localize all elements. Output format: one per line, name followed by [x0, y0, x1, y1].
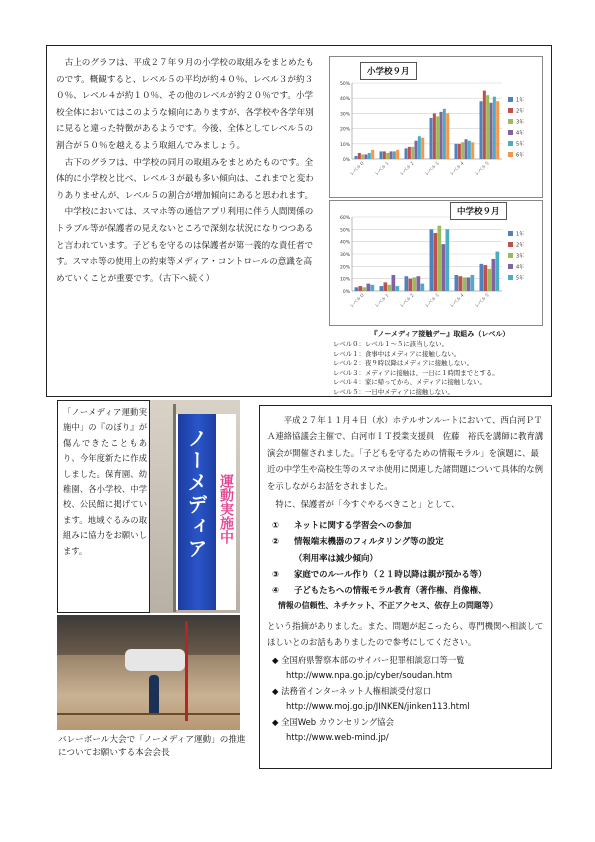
x-tick-label: レベル２: [399, 292, 416, 310]
banner-photo: [150, 400, 240, 613]
elementary-chart: [329, 56, 543, 198]
intro-paragraph-3: 中学校においては、スマホ等の通信アプリ利用に伴う人間関係のトラブル等が保護者の見えないところで深刻な状況になりつつあると言われています。子どもを守るのは保護者が第一義的な責任者です。スマホ等の使用上の約束等メディア・コントロールの意識を高めていくことが重要です。（古下へ続く）: [56, 207, 314, 284]
legend-swatch: [508, 264, 513, 269]
bar: [434, 233, 438, 291]
y-tick-label: 0%: [342, 290, 350, 295]
link-url[interactable]: http://www.web-mind.jp/: [286, 732, 389, 743]
bar: [386, 153, 389, 159]
intro-paragraph-1: 古上のグラフは、平成２７年９月の小学校の取組みをまとめたものです。概観すると、レベル５の平均が約４０％、レベル３が約３０％、レベル４が約１０％、その他のレベルが約２０％です。小学校全体においてはこのような傾向にありますが、各学校や各学年別に見ると違った特徴があるようです。今後、全体としてレベル５の割合が５０％を越えるよう取組んでみましょう。: [56, 58, 314, 151]
bar: [446, 113, 449, 159]
bar: [465, 139, 468, 159]
legend-label: 4年: [516, 264, 525, 271]
bar: [493, 97, 496, 159]
top-section: [46, 45, 552, 397]
x-tick-label: レベル１: [374, 160, 391, 178]
level-item: レベル１：食事中はメディアに接触しない。: [333, 349, 461, 358]
bar: [396, 150, 399, 159]
gym-photo: [57, 615, 240, 730]
bar: [418, 136, 421, 159]
bar: [384, 282, 388, 291]
level-item: レベル２：夜９時以降はメディアに接触しない。: [333, 359, 474, 367]
legend-label: 5年: [516, 275, 525, 282]
junior-high-chart-svg: [330, 201, 542, 325]
level-legend: [333, 329, 547, 397]
legend-label: 6年: [516, 152, 525, 159]
bar: [417, 276, 421, 291]
bar: [467, 277, 471, 291]
level-item: レベル０：レベル１～５に該当しない。: [333, 340, 449, 348]
bar: [480, 264, 484, 291]
point-row: [272, 582, 548, 598]
x-tick-label: レベル３: [424, 160, 441, 178]
y-tick-label: 10%: [339, 277, 350, 283]
bar: [405, 276, 409, 291]
point-row: [272, 550, 548, 566]
legend-label: 1年: [516, 231, 525, 238]
bar: [496, 101, 499, 159]
nobori-flag: [176, 414, 218, 610]
bar: [361, 154, 364, 159]
legend-swatch: [508, 108, 513, 113]
x-tick-label: レベル５: [474, 292, 491, 310]
bar: [383, 151, 386, 159]
legend-label: 2年: [516, 242, 525, 249]
legend-swatch: [508, 152, 513, 157]
x-tick-label: レベル３: [424, 292, 441, 310]
bar: [392, 275, 396, 291]
x-tick-label: レベル０: [349, 292, 366, 310]
bar: [430, 229, 434, 291]
x-tick-label: レベル４: [449, 292, 466, 310]
junior-high-chart-title: 中学校９月: [450, 202, 507, 220]
intro-text: [56, 55, 318, 287]
bar: [415, 141, 418, 159]
bar: [446, 229, 450, 291]
bar: [396, 286, 400, 291]
bar: [471, 275, 475, 291]
point-number: ①: [272, 520, 280, 530]
bar: [458, 144, 461, 159]
bar: [367, 284, 371, 291]
y-tick-label: 20%: [339, 127, 350, 133]
bar: [371, 285, 375, 291]
x-tick-label: レベル２: [399, 160, 416, 178]
point-text: 子どもたちへの情報モラル教育（著作権、肖像権、: [294, 585, 487, 596]
link-label: ◆ 全国Web カウンセリング協会: [272, 716, 394, 727]
bar: [488, 269, 492, 291]
legend-label: 4年: [516, 130, 525, 137]
photo-person: [149, 675, 159, 713]
point-number: ③: [272, 568, 280, 579]
bar: [442, 244, 446, 291]
bar: [433, 113, 436, 159]
photo-floor-line: [57, 713, 240, 715]
point-row: [272, 517, 548, 533]
bar: [438, 226, 442, 291]
nobori-sub-text: 運動実施中: [218, 474, 234, 544]
legend-label: 1年: [516, 97, 525, 104]
bar: [413, 277, 417, 291]
photo-net-pole: [185, 621, 188, 721]
lecture-intro: 平成２７年１１月４日（水）ホテルサンルートにおいて、西白河ＰＴＡ連絡協議会主催で、白河市ＩＴ授業支援員 佐藤 裕氏を講師に教育講演会が開催されました。「子どもを守るための情報モラル」を演題に、最近の中学生や高校生等のスマホ使用に関連した諸問題について具体的な例を示しながらお話をされました。: [267, 415, 544, 491]
bar: [496, 252, 500, 291]
y-tick-label: 20%: [339, 265, 350, 271]
bar: [359, 286, 363, 291]
legend-swatch: [508, 231, 513, 236]
y-tick-label: 30%: [339, 112, 350, 118]
level-item: レベル４：家に帰ってから、メディアに接触しない。: [333, 378, 486, 386]
bar: [490, 103, 493, 159]
legend-swatch: [508, 97, 513, 102]
bar: [486, 95, 489, 159]
bar: [368, 153, 371, 159]
point-number: ④: [272, 585, 280, 596]
bar: [393, 151, 396, 159]
y-tick-label: 60%: [339, 216, 350, 221]
consultation-links: [272, 653, 548, 745]
level-legend-heading: 『ノーメディア接触デー』取組み（レベル）: [370, 330, 510, 338]
link-label: ◆ 法務省インターネット人権相談受付窓口: [272, 685, 432, 696]
y-tick-label: 40%: [339, 240, 350, 246]
point-row: [272, 598, 548, 614]
legend-swatch: [508, 119, 513, 124]
point-text: 情報端末機器のフィルタリング等の設定: [294, 536, 444, 547]
legend-swatch: [508, 130, 513, 135]
lecture-lead: 特に、保護者が「今すぐやるべきこと」として、: [275, 499, 460, 509]
link-label: ◆ 全国府県警察本部のサイバー犯罪相談窓口等一覧: [272, 655, 465, 665]
bar: [355, 156, 358, 159]
x-tick-label: レベル５: [474, 160, 491, 178]
bar: [471, 142, 474, 159]
bar: [421, 138, 424, 159]
banner-caption-box: [57, 400, 150, 613]
x-tick-label: レベル０: [349, 160, 366, 178]
x-tick-label: レベル４: [449, 160, 466, 178]
bar: [483, 91, 486, 159]
level-item: レベル５：一日中メディアに接触しない。: [333, 387, 454, 396]
bar: [468, 141, 471, 159]
legend-swatch: [508, 141, 513, 146]
bar: [390, 151, 393, 159]
y-tick-label: 30%: [339, 253, 350, 258]
bar: [436, 116, 439, 159]
bar: [480, 101, 483, 159]
point-row: [272, 566, 548, 582]
bar: [363, 287, 367, 291]
point-text: 家庭でのルール作り（２１時以降は親が預かる等）: [294, 568, 487, 579]
link-url[interactable]: http://www.moj.go.jp/JINKEN/jinken113.html: [286, 701, 470, 712]
point-text: ネットに関する学習会への参加: [294, 520, 412, 530]
bar: [405, 148, 408, 159]
level-item: レベル３：メディアに接触は、一日に１時間までとする。: [333, 368, 499, 377]
bar: [455, 144, 458, 159]
bar: [408, 147, 411, 159]
bar: [380, 151, 383, 159]
legend-swatch: [508, 275, 513, 280]
bar: [371, 150, 374, 159]
y-tick-label: 50%: [339, 82, 350, 87]
legend-label: 2年: [516, 108, 525, 115]
bar: [358, 153, 361, 159]
junior-high-chart: [329, 200, 543, 326]
banner-caption: 「ノーメディア運動実施中」の『のぼり』が傷んできたこともあり、今年度新たに作成しました。保育園、幼稚園、各小学校、中学校、公民館に掲げています。地域ぐるみの取組みに協力をお願いします。: [63, 407, 147, 556]
legend-label: 5年: [516, 141, 525, 148]
bar: [463, 277, 467, 291]
bar: [461, 142, 464, 159]
lecture-after: という指摘がありました。また、問題が起こったら、専門機関へ相談してほしいとのお話もありましたので参考にしてください。: [267, 621, 544, 647]
point-row: [272, 533, 548, 549]
legend-label: 3年: [516, 119, 525, 126]
bar: [484, 265, 488, 291]
y-tick-label: 10%: [339, 142, 350, 148]
nobori-main-text: ノーメディア: [184, 428, 208, 560]
legend-swatch: [508, 242, 513, 247]
point-number: ②: [272, 536, 280, 547]
bar: [365, 154, 368, 159]
bar: [355, 287, 359, 291]
bar: [455, 275, 459, 291]
nobori-sub-flag: [216, 414, 236, 610]
photo-bags: [125, 649, 185, 671]
intro-paragraph-2: 古下のグラフは、中学校の同月の取組みをまとめたものです。全体的に小学校と比べ、レベル３が最も多い傾向は、これまでと変わりありませんが、レベル５の割合が増加傾向にあると思われます。: [56, 157, 314, 201]
legend-label: 3年: [516, 253, 525, 260]
bar: [421, 284, 425, 291]
bar: [409, 279, 413, 291]
lecture-points: [272, 517, 548, 615]
y-tick-label: 50%: [339, 228, 350, 234]
bar: [440, 112, 443, 159]
point-text: （利用率は減少傾向）: [294, 552, 378, 563]
bar: [492, 259, 496, 291]
bar: [388, 285, 392, 291]
y-tick-label: 0%: [342, 158, 350, 163]
bar: [443, 109, 446, 159]
elementary-chart-title: 小学校９月: [360, 62, 417, 80]
legend-swatch: [508, 253, 513, 258]
point-text: 情報の信頼性、ネチケット、不正アクセス、依存上の問題等）: [278, 601, 498, 611]
photo-caption: バレーボール大会で「ノーメディア運動」の推進についてお願いする本会会長: [58, 735, 246, 758]
bar: [380, 286, 384, 291]
lecture-section: [259, 405, 552, 769]
bar: [459, 276, 463, 291]
bar: [430, 118, 433, 159]
link-url[interactable]: http://www.npa.go.jp/cyber/soudan.htm: [286, 670, 453, 681]
bar: [411, 147, 414, 159]
x-tick-label: レベル１: [374, 292, 391, 310]
y-tick-label: 40%: [339, 97, 350, 103]
